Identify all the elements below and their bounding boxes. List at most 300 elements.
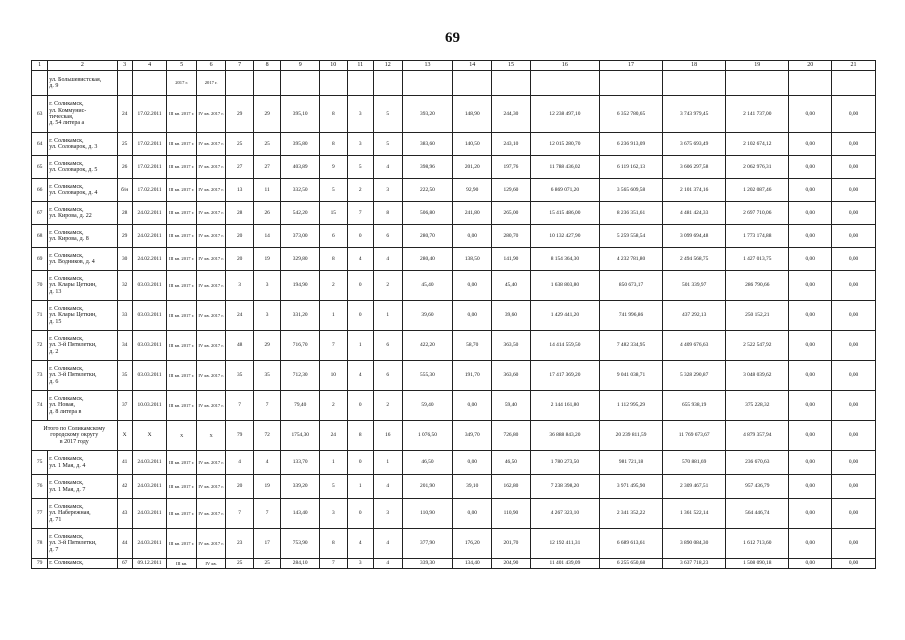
value-cell-15: 363,50: [492, 331, 531, 361]
value-cell-7: 79: [226, 421, 253, 451]
value-cell-15: 59,40: [492, 391, 531, 421]
address-line: ул. Соловарок, д. 4: [49, 190, 98, 196]
total-label-line: в 2017 году: [59, 438, 89, 445]
address-cell: [48, 271, 117, 301]
value-cell-4: 24.03.2011: [132, 499, 167, 529]
column-number-cell: 16: [530, 61, 599, 71]
address-cell: [48, 225, 117, 248]
value-cell-18: 570 881,69: [663, 451, 726, 475]
value-cell-20: 0,00: [789, 179, 832, 202]
address-line: тическая,: [49, 114, 74, 120]
value-cell-10: 24: [320, 421, 347, 451]
column-number-cell: 6: [196, 61, 226, 71]
address-line: ул. Кирова, д. 22: [49, 213, 92, 219]
value-cell-4: 24.03.2011: [132, 475, 167, 499]
address-line: ул. 1 Мая, д. 4: [49, 462, 86, 469]
column-number-cell: 18: [663, 61, 726, 71]
value-cell-6: IV кв. 2017 г.: [196, 499, 226, 529]
value-cell-19: 564 446,74: [726, 499, 789, 529]
value-cell-10: 8: [320, 248, 347, 271]
value-cell-10: 10: [320, 361, 347, 391]
value-cell-16: [530, 71, 599, 96]
value-cell-11: 0: [347, 301, 373, 331]
value-cell-16: 7 238 398,20: [530, 475, 599, 499]
value-cell-18: 437 292,13: [663, 301, 726, 331]
value-cell-17: 20 239 811,59: [600, 421, 663, 451]
value-cell-7: 28: [226, 202, 253, 225]
value-cell-6: IV кв. 2017 г.: [196, 331, 226, 361]
value-cell-3: 26: [117, 156, 132, 179]
value-cell-19: 3 048 039,62: [726, 361, 789, 391]
value-cell-9: 329,80: [281, 248, 320, 271]
value-cell-16: 1 638 803,80: [530, 271, 599, 301]
value-cell-4: 24.02.2011: [132, 248, 167, 271]
value-cell-20: 0,00: [789, 133, 832, 156]
value-cell-3: 37: [117, 391, 132, 421]
address-line: г. Соликамск,: [49, 276, 84, 283]
address-line: г. Соликамск,: [49, 504, 84, 511]
value-cell-9: 284,10: [281, 559, 320, 569]
value-cell-9: 542,20: [281, 202, 320, 225]
row-number-cell: 68: [32, 225, 48, 248]
value-cell-7: 4: [226, 451, 253, 475]
value-cell-10: 7: [320, 331, 347, 361]
value-cell-15: 197,76: [492, 156, 531, 179]
value-cell-16: 17 417 369,20: [530, 361, 599, 391]
value-cell-13: 398,96: [402, 156, 453, 179]
table-row: [32, 529, 876, 559]
address-line: ул. Новая,: [49, 402, 76, 409]
column-number-cell: 7: [226, 61, 253, 71]
address-line: ул. Кирова, д. 8: [49, 236, 89, 242]
value-cell-16: 1 780 273,50: [530, 451, 599, 475]
value-cell-16: 36 888 843,20: [530, 421, 599, 451]
value-cell-15: 280,70: [492, 225, 531, 248]
value-cell-8: 7: [253, 391, 280, 421]
value-cell-17: [600, 71, 663, 96]
row-number-cell: 77: [32, 499, 48, 529]
value-cell-16: 6 869 071,20: [530, 179, 599, 202]
address-cell: [48, 179, 117, 202]
value-cell-3: 28: [117, 202, 132, 225]
value-cell-19: 1 427 013,75: [726, 248, 789, 271]
value-cell-5: III кв. 2017 г.: [167, 271, 197, 301]
value-cell-17: 9 041 038,71: [600, 361, 663, 391]
address-cell: [48, 499, 117, 529]
value-cell-4: 03.03.2011: [132, 331, 167, 361]
value-cell-19: 1 202 087,46: [726, 179, 789, 202]
value-cell-9: 331,20: [281, 301, 320, 331]
value-cell-15: 204,90: [492, 559, 531, 569]
total-row: [32, 421, 876, 451]
value-cell-12: 4: [374, 559, 403, 569]
column-number-cell: 19: [726, 61, 789, 71]
value-cell-5: III кв. 2017 г.: [167, 391, 197, 421]
value-cell-20: 0,00: [789, 331, 832, 361]
value-cell-4: 03.03.2011: [132, 271, 167, 301]
column-number-cell: 2: [48, 61, 117, 71]
table-row: [32, 71, 876, 96]
value-cell-17: 3 565 609,58: [600, 179, 663, 202]
value-cell-17: 6 255 650,68: [600, 559, 663, 569]
address-line: д. 2: [49, 348, 59, 355]
row-number-cell: 76: [32, 475, 48, 499]
value-cell-12: 2: [374, 391, 403, 421]
table-row: [32, 451, 876, 475]
value-cell-5: III кв. 2017 г.: [167, 331, 197, 361]
value-cell-5: III кв. 2017 г.: [167, 301, 197, 331]
value-cell-19: 1 508 090,18: [726, 559, 789, 569]
value-cell-13: 45,40: [402, 271, 453, 301]
value-cell-11: 0: [347, 271, 373, 301]
value-cell-12: 4: [374, 156, 403, 179]
value-cell-17: 8 236 351,61: [600, 202, 663, 225]
value-cell-19: 286 790,66: [726, 271, 789, 301]
value-cell-17: 6 352 780,65: [600, 96, 663, 133]
value-cell-5: III кв. 2017 г.: [167, 202, 197, 225]
table-row: [32, 248, 876, 271]
value-cell-14: 92,90: [453, 179, 492, 202]
value-cell-11: 3: [347, 559, 373, 569]
value-cell-7: 20: [226, 475, 253, 499]
value-cell-16: 8 154 364,30: [530, 248, 599, 271]
value-cell-21: 0,00: [832, 391, 876, 421]
address-cell: [48, 156, 117, 179]
value-cell-11: 5: [347, 156, 373, 179]
value-cell-14: 241,80: [453, 202, 492, 225]
address-cell: [48, 96, 117, 133]
value-cell-5: III кв. 2017 г.: [167, 475, 197, 499]
value-cell-14: 58,70: [453, 331, 492, 361]
value-cell-10: 9: [320, 156, 347, 179]
value-cell-12: 5: [374, 133, 403, 156]
value-cell-15: 162,80: [492, 475, 531, 499]
value-cell-9: 373,00: [281, 225, 320, 248]
value-cell-3: 41: [117, 451, 132, 475]
value-cell-10: 5: [320, 475, 347, 499]
value-cell-14: 140,50: [453, 133, 492, 156]
address-cell: [48, 133, 117, 156]
value-cell-13: 506,80: [402, 202, 453, 225]
value-cell-15: [492, 71, 531, 96]
value-cell-12: 4: [374, 529, 403, 559]
row-number-cell: 73: [32, 361, 48, 391]
address-line: г. Соликамск,: [49, 160, 84, 167]
value-cell-3: 29: [117, 225, 132, 248]
value-cell-3: 30: [117, 248, 132, 271]
address-line: ул. Соловарок, д. 3: [49, 144, 98, 150]
value-cell-4: 24.03.2011: [132, 529, 167, 559]
table-row: [32, 225, 876, 248]
column-number-cell: 12: [374, 61, 403, 71]
row-number-cell: 75: [32, 451, 48, 475]
value-cell-8: 29: [253, 331, 280, 361]
value-cell-17: 7 482 334,95: [600, 331, 663, 361]
value-cell-21: 0,00: [832, 202, 876, 225]
value-cell-21: 0,00: [832, 179, 876, 202]
address-line: д. 7: [49, 546, 59, 553]
column-number-cell: 13: [402, 61, 453, 71]
value-cell-13: 39,60: [402, 301, 453, 331]
value-cell-19: 2 102 674,12: [726, 133, 789, 156]
value-cell-9: 395,80: [281, 133, 320, 156]
value-cell-12: 6: [374, 361, 403, 391]
value-cell-11: 3: [347, 133, 373, 156]
value-cell-5: III кв. 2017 г.: [167, 225, 197, 248]
value-cell-11: 8: [347, 421, 373, 451]
value-cell-3: 34: [117, 331, 132, 361]
value-cell-12: 4: [374, 248, 403, 271]
value-cell-9: 194,90: [281, 271, 320, 301]
value-cell-7: 7: [226, 499, 253, 529]
value-cell-5: X: [167, 421, 197, 451]
value-cell-3: 32: [117, 271, 132, 301]
value-cell-18: 4 481 424,33: [663, 202, 726, 225]
value-cell-11: 3: [347, 96, 373, 133]
value-cell-3: 43: [117, 499, 132, 529]
address-line: г. Соликамск,: [49, 366, 84, 373]
value-cell-20: 0,00: [789, 271, 832, 301]
address-cell: [48, 301, 117, 331]
address-line: г. Соликамск,: [49, 183, 84, 190]
value-cell-7: 25: [226, 133, 253, 156]
value-cell-14: 0,00: [453, 499, 492, 529]
value-cell-5: 2017 г.: [167, 71, 197, 96]
value-cell-9: 753,90: [281, 529, 320, 559]
value-cell-13: 59,40: [402, 391, 453, 421]
value-cell-5: III кв. 2017 г.: [167, 156, 197, 179]
value-cell-14: 0,00: [453, 451, 492, 475]
value-cell-18: 3 743 979,45: [663, 96, 726, 133]
value-cell-14: 0,00: [453, 225, 492, 248]
value-cell-6: IV кв. 2017 г.: [196, 301, 226, 331]
value-cell-14: 0,00: [453, 301, 492, 331]
value-cell-9: 395,10: [281, 96, 320, 133]
value-cell-5: III кв. 2017 г.: [167, 361, 197, 391]
value-cell-7: 20: [226, 225, 253, 248]
address-line: г. Соликамск,: [49, 480, 84, 487]
address-line: г. Соликамск,: [49, 560, 84, 567]
address-line: ул. Коммунис-: [49, 107, 87, 114]
total-label: [32, 421, 118, 451]
value-cell-6: IV кв. 2017 г.: [196, 179, 226, 202]
table-row: [32, 271, 876, 301]
value-cell-7: 27: [226, 156, 253, 179]
value-cell-7: 29: [226, 96, 253, 133]
value-cell-9: 332,50: [281, 179, 320, 202]
column-number-cell: 5: [167, 61, 197, 71]
value-cell-9: 403,89: [281, 156, 320, 179]
value-cell-16: 10 132 427,90: [530, 225, 599, 248]
value-cell-9: [281, 71, 320, 96]
value-cell-3: X: [117, 421, 132, 451]
column-number-cell: 4: [132, 61, 167, 71]
row-number-cell: 70: [32, 271, 48, 301]
value-cell-13: 1 076,50: [402, 421, 453, 451]
value-cell-9: 339,20: [281, 475, 320, 499]
value-cell-16: 12 192 411,31: [530, 529, 599, 559]
value-cell-4: 17.02.2011: [132, 179, 167, 202]
value-cell-5: III кв. 2017 г.: [167, 96, 197, 133]
value-cell-7: 24: [226, 301, 253, 331]
table-row: [32, 331, 876, 361]
value-cell-7: 13: [226, 179, 253, 202]
table-row: [32, 202, 876, 225]
value-cell-10: [320, 71, 347, 96]
row-number-cell: 78: [32, 529, 48, 559]
value-cell-9: 712,30: [281, 361, 320, 391]
value-cell-20: 0,00: [789, 499, 832, 529]
value-cell-13: 110,90: [402, 499, 453, 529]
address-cell: [48, 202, 117, 225]
address-line: ул. 3-й Пятилетки,: [49, 372, 97, 379]
value-cell-14: 191,70: [453, 361, 492, 391]
address-line: ул. Набережная,: [49, 510, 91, 517]
value-cell-18: 4 409 676,63: [663, 331, 726, 361]
value-cell-18: 655 938,19: [663, 391, 726, 421]
row-number-cell: 65: [32, 156, 48, 179]
value-cell-21: 0,00: [832, 225, 876, 248]
value-cell-20: 0,00: [789, 96, 832, 133]
value-cell-3: б/н: [117, 179, 132, 202]
value-cell-13: 383,60: [402, 133, 453, 156]
table-row: [32, 559, 876, 569]
value-cell-10: 6: [320, 225, 347, 248]
row-number-cell: 63: [32, 96, 48, 133]
value-cell-15: 726,80: [492, 421, 531, 451]
value-cell-9: 1754,30: [281, 421, 320, 451]
value-cell-3: 44: [117, 529, 132, 559]
value-cell-14: 201,20: [453, 156, 492, 179]
value-cell-6: IV кв. 2017 г.: [196, 451, 226, 475]
value-cell-20: 0,00: [789, 391, 832, 421]
value-cell-10: 3: [320, 499, 347, 529]
value-cell-18: 2 494 568,75: [663, 248, 726, 271]
value-cell-4: 24.03.2011: [132, 451, 167, 475]
value-cell-21: 0,00: [832, 96, 876, 133]
row-number-cell: [32, 71, 48, 96]
address-line: д. 15: [49, 318, 62, 325]
value-cell-15: 265,00: [492, 202, 531, 225]
address-cell: [48, 71, 117, 96]
value-cell-15: 45,40: [492, 271, 531, 301]
value-cell-7: 25: [226, 559, 253, 569]
value-cell-7: 7: [226, 391, 253, 421]
value-cell-17: 6 689 613,61: [600, 529, 663, 559]
value-cell-11: 1: [347, 331, 373, 361]
value-cell-16: 4 267 323,10: [530, 499, 599, 529]
address-line: г. Соликамск,: [49, 396, 84, 403]
value-cell-14: 39,10: [453, 475, 492, 499]
value-cell-12: 3: [374, 179, 403, 202]
value-cell-11: 0: [347, 451, 373, 475]
value-cell-14: 0,00: [453, 271, 492, 301]
value-cell-10: 5: [320, 179, 347, 202]
value-cell-8: [253, 71, 280, 96]
value-cell-8: 17: [253, 529, 280, 559]
value-cell-13: 46,50: [402, 451, 453, 475]
address-line: г. Соликамск,: [49, 206, 84, 213]
address-line: г. Соликамск,: [49, 229, 84, 236]
value-cell-15: 110,90: [492, 499, 531, 529]
value-cell-3: 24: [117, 96, 132, 133]
value-cell-13: 393,20: [402, 96, 453, 133]
address-line: г. Соликамск,: [49, 456, 84, 463]
value-cell-6: IV кв.: [196, 559, 226, 569]
address-line: д. 54 литера а: [49, 120, 85, 127]
value-cell-21: 0,00: [832, 559, 876, 569]
value-cell-12: 1: [374, 451, 403, 475]
address-line: г. Соликамск,: [49, 252, 84, 259]
table-row: [32, 391, 876, 421]
value-cell-5: III кв. 2017 г.: [167, 451, 197, 475]
value-cell-18: 1 361 522,14: [663, 499, 726, 529]
value-cell-20: 0,00: [789, 475, 832, 499]
value-cell-5: III кв. 2017 г.: [167, 133, 197, 156]
value-cell-19: 2 522 547,92: [726, 331, 789, 361]
value-cell-3: 42: [117, 475, 132, 499]
value-cell-20: 0,00: [789, 361, 832, 391]
value-cell-17: 981 721,18: [600, 451, 663, 475]
address-cell: [48, 248, 117, 271]
value-cell-10: 1: [320, 451, 347, 475]
value-cell-8: 4: [253, 451, 280, 475]
value-cell-12: 5: [374, 96, 403, 133]
value-cell-21: 0,00: [832, 248, 876, 271]
value-cell-8: 14: [253, 225, 280, 248]
value-cell-15: 201,70: [492, 529, 531, 559]
value-cell-16: 1 429 441,20: [530, 301, 599, 331]
value-cell-11: 0: [347, 225, 373, 248]
value-cell-14: 349,70: [453, 421, 492, 451]
value-cell-7: 35: [226, 361, 253, 391]
table-row: [32, 96, 876, 133]
value-cell-5: III кв. 2017 г.: [167, 499, 197, 529]
value-cell-15: 243,10: [492, 133, 531, 156]
value-cell-21: 0,00: [832, 421, 876, 451]
value-cell-6: 2017 г.: [196, 71, 226, 96]
table-row: [32, 301, 876, 331]
value-cell-17: 2 341 352,22: [600, 499, 663, 529]
value-cell-19: 957 436,79: [726, 475, 789, 499]
address-cell: [48, 529, 117, 559]
value-cell-6: IV кв. 2017 г.: [196, 475, 226, 499]
value-cell-13: 280,40: [402, 248, 453, 271]
value-cell-12: 3: [374, 499, 403, 529]
column-number-cell: 10: [320, 61, 347, 71]
value-cell-20: 0,00: [789, 529, 832, 559]
value-cell-12: 6: [374, 225, 403, 248]
value-cell-9: 716,70: [281, 331, 320, 361]
total-label-line: Итого по Соликамскому: [43, 426, 106, 433]
value-cell-7: 48: [226, 331, 253, 361]
value-cell-10: 7: [320, 559, 347, 569]
value-cell-18: 2 101 374,16: [663, 179, 726, 202]
address-cell: [48, 475, 117, 499]
value-cell-21: 0,00: [832, 133, 876, 156]
value-cell-11: 4: [347, 248, 373, 271]
value-cell-21: 0,00: [832, 361, 876, 391]
value-cell-17: 4 232 781,80: [600, 248, 663, 271]
value-cell-4: 09.12.2011: [132, 559, 167, 569]
address-line: д. 13: [49, 288, 62, 295]
value-cell-19: 375 228,32: [726, 391, 789, 421]
value-cell-13: 201,90: [402, 475, 453, 499]
value-cell-19: 250 152,21: [726, 301, 789, 331]
address-cell: [48, 559, 117, 569]
value-cell-10: 8: [320, 529, 347, 559]
value-cell-16: 15 415 486,00: [530, 202, 599, 225]
